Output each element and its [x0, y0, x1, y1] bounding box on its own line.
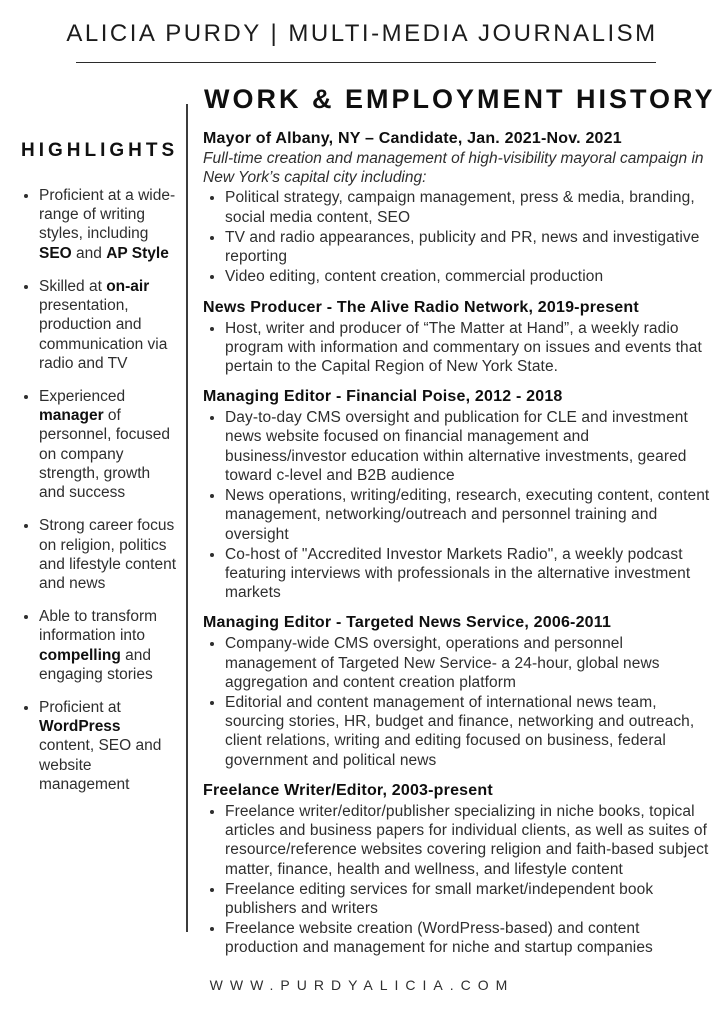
job-bullet: • Freelance writer/editor/publisher specializing in niche books, topical articles and business papers for individual clients, as well as suites of resource/reference websites covering religion and faith-based subject matter, finance, health and wellness, and lifestyle content	[225, 802, 710, 879]
job-title: Freelance Writer/Editor, 2003-present	[203, 781, 493, 799]
job-bullet: • Freelance website creation (WordPress-based) and content production and management for niche and startup companies	[225, 919, 710, 957]
website-url: WWW.PURDYALICIA.COM	[209, 977, 515, 993]
job-bullets	[203, 408, 710, 602]
job-bullet: • Day-to-day CMS oversight and publication for CLE and investment news website focused on financial management and business/investor education within alternative investments, geared toward c-level and B2B audience	[225, 408, 710, 485]
vertical-divider	[186, 104, 188, 932]
job-title: News Producer - The Alive Radio Network, 2019-present	[203, 298, 639, 316]
job-subtitle: Full-time creation and management of high-visibility mayoral campaign in New York’s capital city including:	[203, 150, 704, 187]
highlight-item: • Skilled at on-air presentation, production and communication via radio and TV	[39, 277, 179, 373]
job-entry	[203, 613, 710, 770]
highlight-item: • Proficient at a wide-range of writing styles, including SEO and AP Style	[39, 186, 179, 263]
highlight-item: • Proficient at WordPress content, SEO and website management	[39, 698, 179, 794]
job-bullets	[203, 634, 710, 770]
job-bullet: • TV and radio appearances, publicity and PR, news and investigative reporting	[225, 228, 710, 266]
job-entry	[203, 387, 710, 602]
work-history-section	[203, 129, 710, 969]
highlight-item: • Strong career focus on religion, politics and lifestyle content and news	[39, 516, 179, 593]
job-bullets	[203, 319, 710, 377]
job-bullet: • Political strategy, campaign management, press & media, branding, social media content, SEO	[225, 188, 710, 226]
job-entry	[203, 781, 710, 958]
work-history-heading: WORK & EMPLOYMENT HISTORY	[204, 84, 716, 114]
job-bullet: • Host, writer and producer of “The Matter at Hand”, a weekly radio program with information and commentary on issues and events that pertain to the Capital Region of New York State.	[225, 319, 710, 377]
job-bullet: • Freelance editing services for small market/independent book publishers and writers	[225, 880, 710, 918]
job-entry	[203, 298, 710, 377]
highlight-item: • Experienced manager of personnel, focused on company strength, growth and success	[39, 387, 179, 502]
highlight-item: • Able to transform information into compelling and engaging stories	[39, 607, 179, 684]
highlights-heading: HIGHLIGHTS	[21, 140, 179, 161]
job-bullet: • Company-wide CMS oversight, operations and personnel management of Targeted New Service- a 24-hour, global news aggregation and content creation platform	[225, 634, 710, 692]
job-bullets	[203, 188, 710, 286]
job-title: Managing Editor - Financial Poise, 2012 - 2018	[203, 388, 563, 406]
job-bullet: • News operations, writing/editing, research, executing content, content management, networking/outreach and personnel training and oversight	[225, 486, 710, 544]
job-bullet: • Video editing, content creation, commercial production	[225, 267, 710, 286]
job-entry	[203, 129, 710, 287]
job-bullet: • Editorial and content management of international news team, sourcing stories, HR, budget and finance, networking and outreach, client relations, writing and editing focused on business, federal government and political news	[225, 693, 710, 770]
highlights-sidebar	[21, 140, 179, 808]
header-divider	[76, 62, 656, 63]
job-bullet: • Co-host of "Accredited Investor Markets Radio", a weekly podcast featuring interviews with professionals in the alternative investment markets	[225, 545, 710, 603]
job-title: Managing Editor - Targeted News Service, 2006-2011	[203, 614, 612, 632]
page-title: ALICIA PURDY | MULTI-MEDIA JOURNALISM	[66, 20, 658, 47]
highlights-list	[21, 186, 179, 794]
job-bullets	[203, 802, 710, 958]
job-title: Mayor of Albany, NY – Candidate, Jan. 2021-Nov. 2021	[203, 130, 622, 147]
